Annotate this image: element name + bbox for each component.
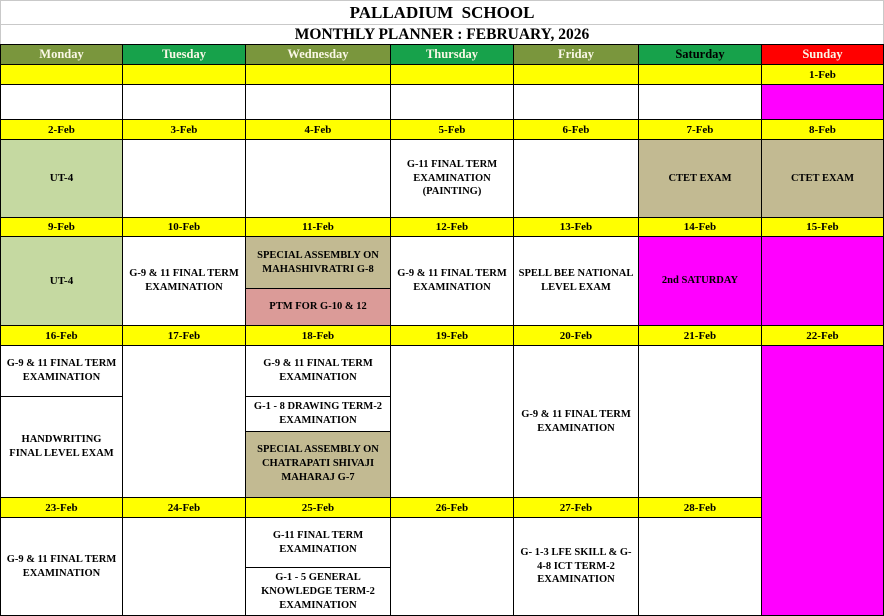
date-cell-empty-wed-w1: [246, 65, 390, 84]
date-cell-14-feb: 14-Feb: [639, 218, 761, 236]
date-cell-2-feb: 2-Feb: [1, 120, 122, 139]
date-cell-21-feb: 21-Feb: [639, 326, 761, 345]
day-header-thursday: Thursday: [391, 45, 513, 64]
day-header-saturday: Saturday: [639, 45, 761, 64]
date-cell-18-feb: 18-Feb: [246, 326, 390, 345]
event-drawing-term2: G-1 - 8 DRAWING TERM-2 EXAMINATION: [246, 396, 390, 430]
event-g9-11-exam-18-feb: G-9 & 11 FINAL TERM EXAMINATION: [246, 346, 390, 396]
holiday-2nd-saturday-14-feb: 2nd SATURDAY: [639, 237, 761, 325]
event-g9-11-exam-12-feb: G-9 & 11 FINAL TERM EXAMINATION: [391, 237, 513, 325]
event-cell-tue-w5: [123, 518, 245, 615]
date-cell-15-feb: 15-Feb: [762, 218, 883, 236]
date-cell-1-feb: 1-Feb: [762, 65, 883, 84]
date-cell-5-feb: 5-Feb: [391, 120, 513, 139]
event-gk-term2: G-1 - 5 GENERAL KNOWLEDGE TERM-2 EXAMINATION: [246, 567, 390, 615]
date-cell-4-feb: 4-Feb: [246, 120, 390, 139]
event-cell-tue-w2: [123, 140, 245, 217]
event-g9-11-exam-20-feb: G-9 & 11 FINAL TERM EXAMINATION: [514, 346, 638, 497]
planner-title: MONTHLY PLANNER : FEBRUARY, 2026: [1, 25, 883, 44]
date-cell-empty-mon-w1: [1, 65, 122, 84]
event-cell-tue-w4: [123, 346, 245, 497]
event-cell-wed-w1: [246, 85, 390, 119]
date-cell-11-feb: 11-Feb: [246, 218, 390, 236]
date-cell-17-feb: 17-Feb: [123, 326, 245, 345]
event-handwriting-final: HANDWRITING FINAL LEVEL EXAM: [1, 396, 122, 497]
date-cell-20-feb: 20-Feb: [514, 326, 638, 345]
event-g9-11-exam-16-feb: G-9 & 11 FINAL TERM EXAMINATION: [1, 346, 122, 396]
date-cell-empty-thu-w1: [391, 65, 513, 84]
day-header-tuesday: Tuesday: [123, 45, 245, 64]
date-cell-3-feb: 3-Feb: [123, 120, 245, 139]
date-cell-13-feb: 13-Feb: [514, 218, 638, 236]
event-cell-fri-w2: [514, 140, 638, 217]
date-cell-9-feb: 9-Feb: [1, 218, 122, 236]
calendar-grid: [0, 44, 884, 616]
event-ctet-7-feb: CTET EXAM: [639, 140, 761, 217]
date-cell-28-feb: 28-Feb: [639, 498, 761, 517]
date-cell-empty-fri-w1: [514, 65, 638, 84]
date-cell-25-feb: 25-Feb: [246, 498, 390, 517]
title-block: [0, 0, 884, 44]
event-cell-tue-w1: [123, 85, 245, 119]
date-cell-24-feb: 24-Feb: [123, 498, 245, 517]
event-cell-mon-w1: [1, 85, 122, 119]
event-cell-sat-w5: [639, 518, 761, 615]
date-cell-19-feb: 19-Feb: [391, 326, 513, 345]
date-cell-8-feb: 8-Feb: [762, 120, 883, 139]
event-g9-11-exam-10-feb: G-9 & 11 FINAL TERM EXAMINATION: [123, 237, 245, 325]
date-cell-23-feb: 23-Feb: [1, 498, 122, 517]
date-cell-10-feb: 10-Feb: [123, 218, 245, 236]
event-g11-painting-5-feb: G-11 FINAL TERM EXAMINATION (PAINTING): [391, 140, 513, 217]
event-g9-11-exam-23-feb: G-9 & 11 FINAL TERM EXAMINATION: [1, 518, 122, 615]
date-cell-22-feb: 22-Feb: [762, 326, 883, 345]
date-cell-empty-tue-w1: [123, 65, 245, 84]
event-cell-sat-w4: [639, 346, 761, 497]
event-cell-wed-w2: [246, 140, 390, 217]
date-cell-6-feb: 6-Feb: [514, 120, 638, 139]
event-split-wed-11-feb: [246, 237, 390, 325]
event-cell-thu-w4: [391, 346, 513, 497]
date-cell-12-feb: 12-Feb: [391, 218, 513, 236]
event-ut4-2-feb: UT-4: [1, 140, 122, 217]
date-cell-16-feb: 16-Feb: [1, 326, 122, 345]
day-header-monday: Monday: [1, 45, 122, 64]
event-lfe-ict-27-feb: G- 1-3 LFE SKILL & G-4-8 ICT TERM-2 EXAMINATION: [514, 518, 638, 615]
day-header-sunday: Sunday: [762, 45, 883, 64]
event-cell-thu-w5: [391, 518, 513, 615]
event-cell-sat-w1: [639, 85, 761, 119]
school-name: PALLADIUM SCHOOL: [1, 1, 883, 25]
holiday-cell-sun-15-feb: [762, 237, 883, 325]
event-ptm-g10-12: PTM FOR G-10 & 12: [246, 288, 390, 325]
holiday-cell-sun-1-feb: [762, 85, 883, 119]
day-header-wednesday: Wednesday: [246, 45, 390, 64]
event-special-assembly-shivaji: SPECIAL ASSEMBLY ON CHATRAPATI SHIVAJI MAHARAJ G-7: [246, 431, 390, 497]
date-cell-27-feb: 27-Feb: [514, 498, 638, 517]
event-ut4-9-feb: UT-4: [1, 237, 122, 325]
day-header-friday: Friday: [514, 45, 638, 64]
holiday-block-sun-merged: [762, 346, 883, 615]
date-cell-empty-sat-w1: [639, 65, 761, 84]
event-cell-thu-w1: [391, 85, 513, 119]
date-cell-26-feb: 26-Feb: [391, 498, 513, 517]
date-cell-7-feb: 7-Feb: [639, 120, 761, 139]
event-split-wed-18-feb: [246, 346, 390, 497]
event-spell-bee-13-feb: SPELL BEE NATIONAL LEVEL EXAM: [514, 237, 638, 325]
event-split-wed-25-feb: [246, 518, 390, 615]
event-cell-fri-w1: [514, 85, 638, 119]
event-g11-exam-25-feb: G-11 FINAL TERM EXAMINATION: [246, 518, 390, 567]
event-ctet-8-feb: CTET EXAM: [762, 140, 883, 217]
event-split-mon-16-feb: [1, 346, 122, 497]
event-special-assembly-mahashivratri: SPECIAL ASSEMBLY ON MAHASHIVRATRI G-8: [246, 237, 390, 288]
